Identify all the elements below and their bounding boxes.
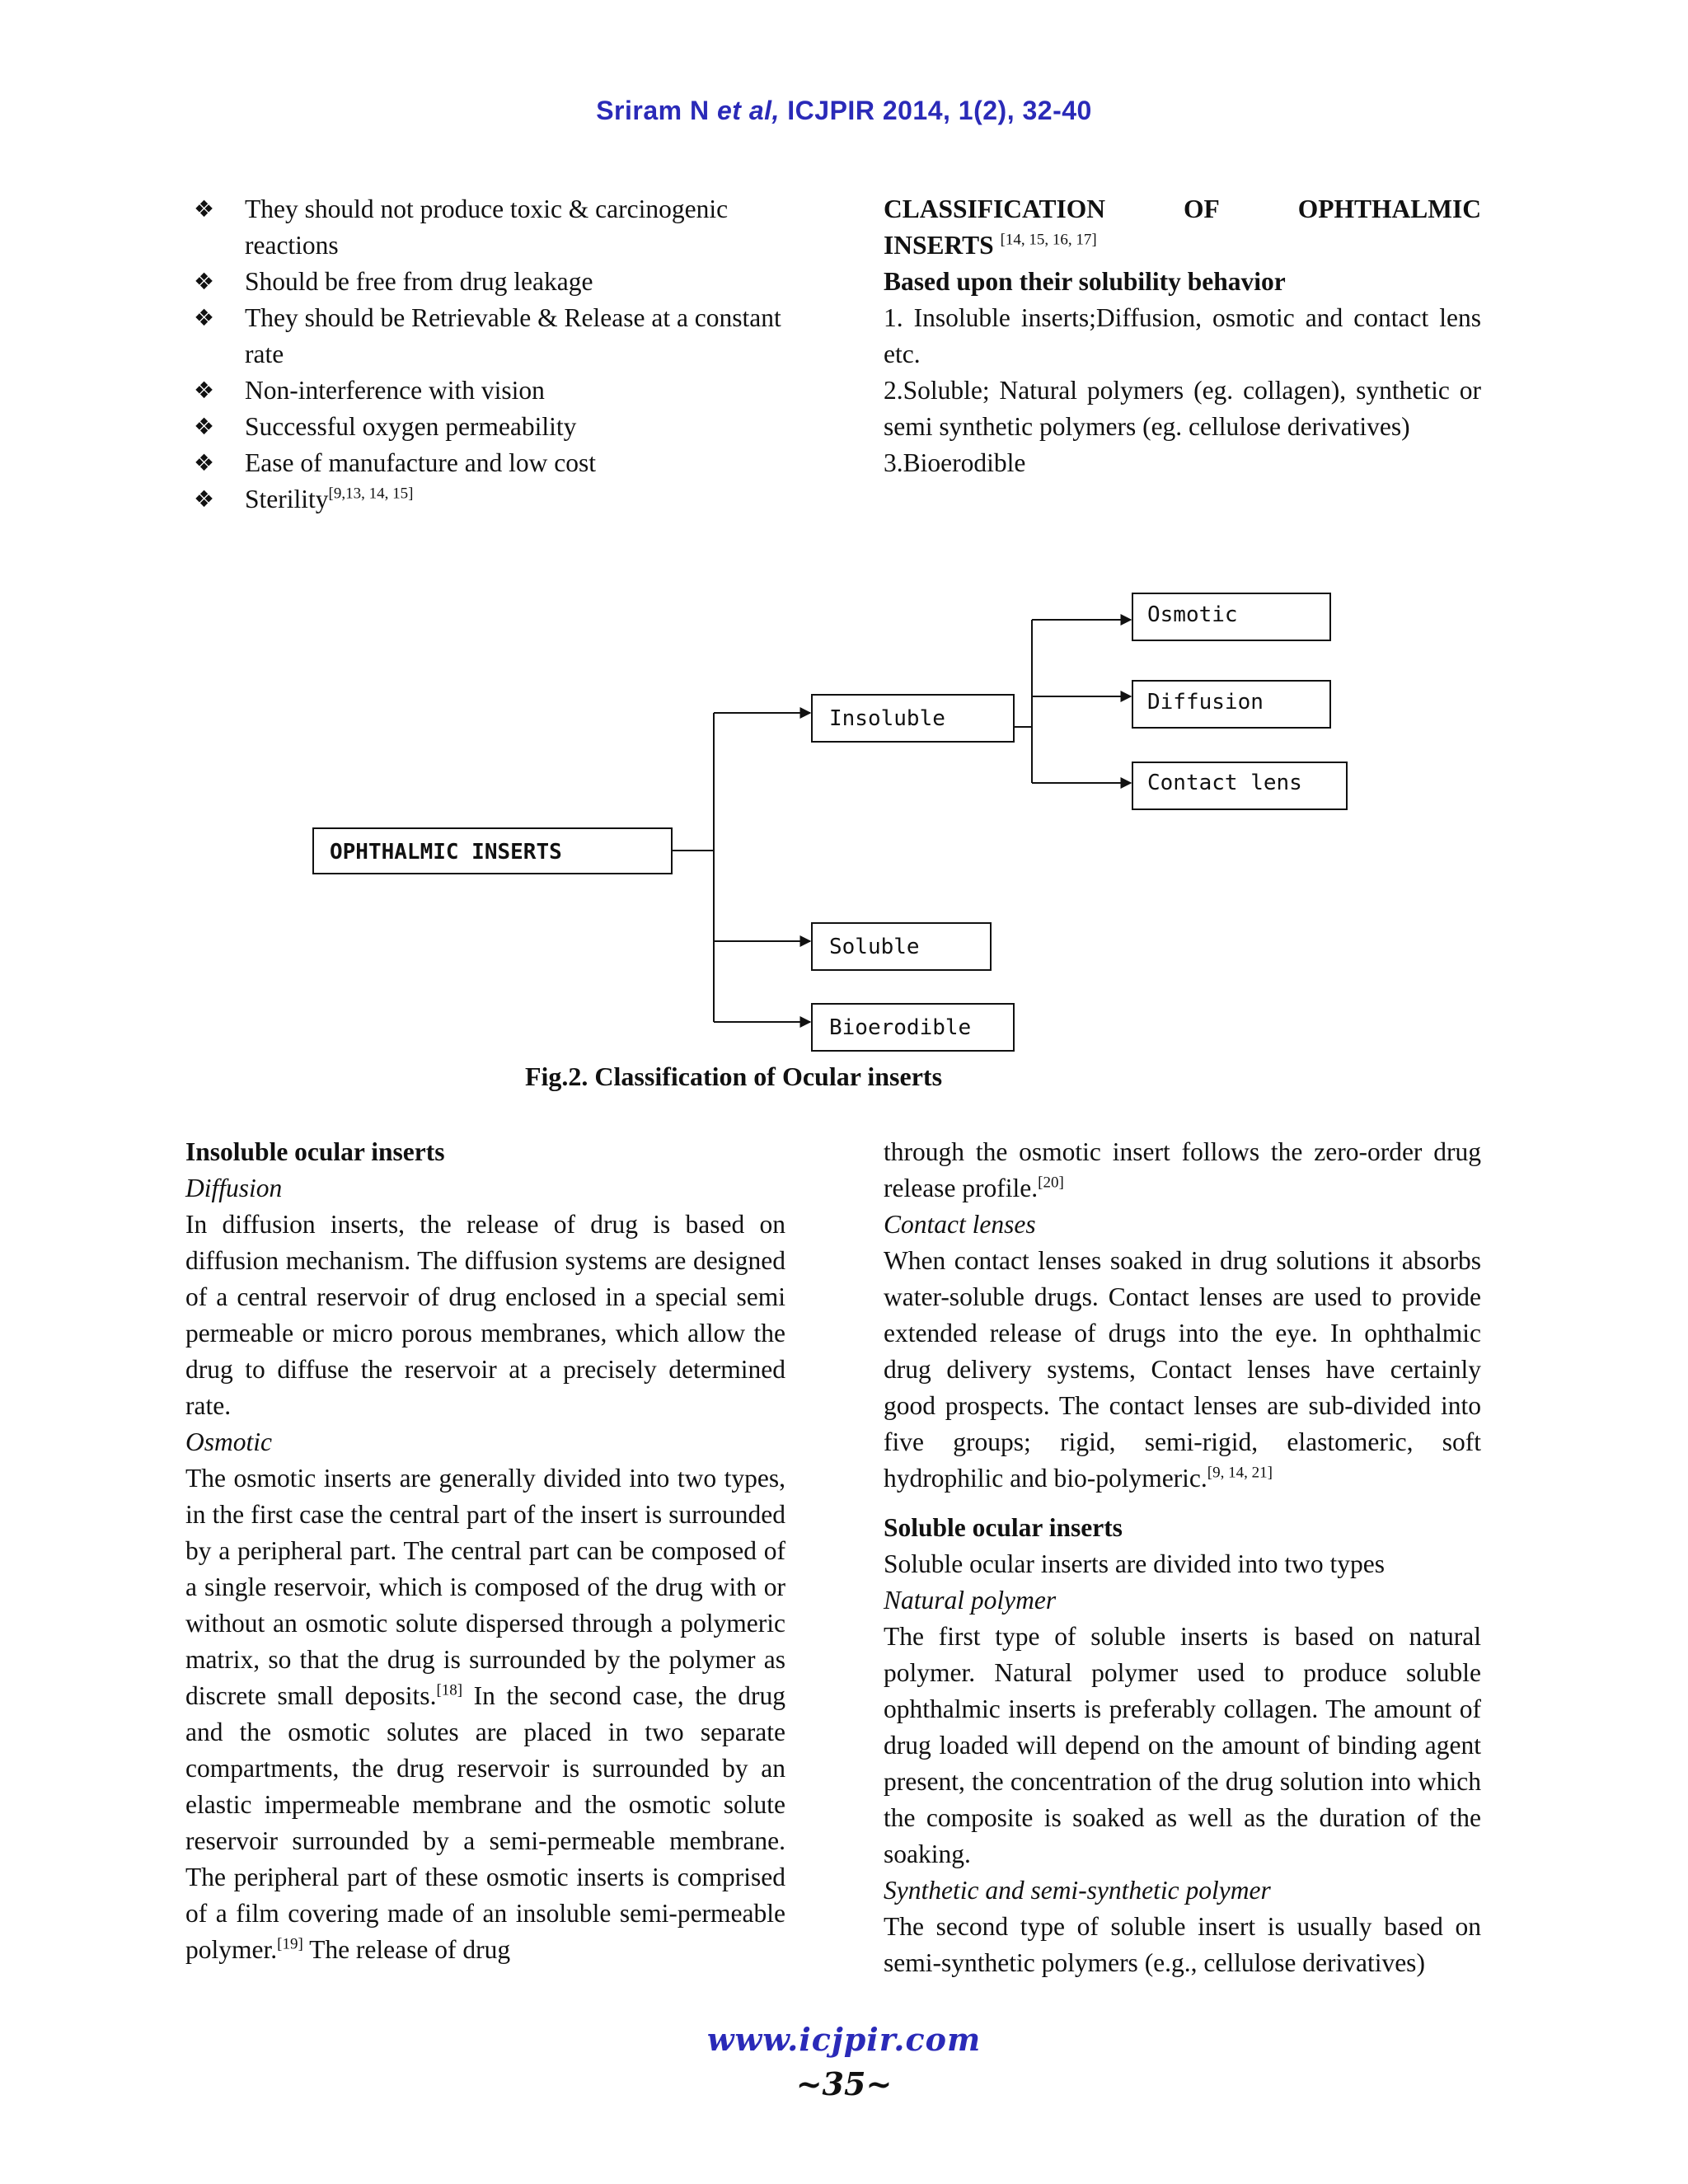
requirements-list (185, 191, 799, 518)
list-item (185, 373, 799, 409)
header-citation: ICJPIR 2014, 1(2), 32-40 (787, 96, 1092, 125)
diagram-label-root: OPHTHALMIC INSERTS (330, 840, 562, 865)
paragraph-soluble-intro: Soluble ocular inserts are divided into two types (884, 1549, 1386, 1578)
list-item-text: They should be Retrievable & Release at a constant rate (245, 303, 781, 368)
diagram-label-bioerodible: Bioerodible (829, 1015, 972, 1040)
subsection-title-contact-lenses: Contact lenses (884, 1210, 1036, 1239)
right-body-column (884, 1134, 1481, 1981)
left-body-column (185, 1134, 785, 1968)
list-item-text: Non-interference with vision (245, 376, 545, 405)
list-item-text: Should be free from drug leakage (245, 267, 593, 296)
diagram-label-contact-lens: Contact lens (1147, 771, 1302, 795)
subsection-title-osmotic: Osmotic (185, 1427, 272, 1456)
header-author: Sriram N (596, 96, 710, 125)
classification-item-3: 3.Bioerodible (884, 448, 1026, 477)
classification-item-1: 1. Insoluble inserts;Diffusion, osmotic and contact lens etc. (884, 303, 1481, 368)
list-item (185, 191, 799, 264)
section-heading-soluble: Soluble ocular inserts (884, 1513, 1123, 1542)
citation-ref: [9,13, 14, 15] (328, 485, 414, 503)
list-item (185, 264, 799, 300)
bullet-diamond-icon: ❖ (194, 449, 215, 476)
list-item (185, 481, 799, 518)
list-item-text: Sterility (245, 485, 329, 513)
section-heading-insoluble: Insoluble ocular inserts (185, 1137, 445, 1166)
list-item (185, 445, 799, 481)
classification-heading-line2: INSERTS [14, 15, 16, 17] (884, 231, 1097, 260)
footer-url: www.icjpir.com (706, 2021, 982, 2058)
paragraph-synthetic-polymer: The second type of soluble insert is usually based on semi-synthetic polymers (e.g., cellulose derivatives) (884, 1912, 1481, 1977)
paragraph-osmotic-continued: through the osmotic insert follows the zero-order drug release profile.[20] (884, 1137, 1481, 1202)
citation-ref: [14, 15, 16, 17] (1000, 231, 1097, 249)
paragraph-natural-polymer: The first type of soluble inserts is based on natural polymer. Natural polymer used to produce soluble ophthalmic inserts is preferably collagen. The amount of drug loaded will depend on the amount of binding agent present, the concentration of the drug solution into which the composite is soaked as well as the duration of the soaking. (884, 1622, 1481, 1868)
requirements-list-column (185, 191, 799, 518)
classification-column (884, 191, 1481, 481)
paragraph-osmotic: The osmotic inserts are generally divided into two types, in the first case the central part of the insert is surrounded by a peripheral part. The central part can be composed of a single reservoir, which is composed of the drug with or without an osmotic solute dispersed through a polymeric matrix, so that the drug is surrounded by the polymer as discrete small deposits.[18] In the second case, the drug and the osmotic solutes are placed in two separate compartments, the drug reservoir is surrounded by an elastic impermeable membrane and the osmotic solute reservoir surrounded by a semi-permeable membrane. The peripheral part of these osmotic inserts is comprised of a film covering made of an insoluble semi-permeable polymer.[19] The release of drug (185, 1464, 785, 1964)
classification-subheading: Based upon their solubility behavior (884, 267, 1286, 296)
classification-item-2: 2.Soluble; Natural polymers (eg. collagen), synthetic or semi synthetic polymers (eg. cellulose derivatives) (884, 376, 1481, 441)
paragraph-diffusion: In diffusion inserts, the release of drug is based on diffusion mechanism. The diffusion systems are designed of a central reservoir of drug enclosed in a special semi permeable or micro porous membranes, which allow the drug to diffuse the reservoir at a precisely determined rate. (185, 1210, 785, 1420)
classification-diagram (312, 577, 1383, 1063)
paragraph-contact-lenses: When contact lenses soaked in drug solutions it absorbs water-soluble drugs. Contact lenses are used to provide extended release of drugs into the eye. In ophthalmic drug delivery systems, Contact lenses have certainly good prospects. The contact lenses are sub-divided into five groups; rigid, semi-rigid, elastomeric, soft hydrophilic and bio-polymeric.[9, 14, 21] (884, 1246, 1481, 1493)
subsection-title-natural-polymer: Natural polymer (884, 1586, 1057, 1615)
bullet-diamond-icon: ❖ (194, 377, 215, 404)
diagram-label-osmotic: Osmotic (1147, 602, 1238, 627)
bullet-diamond-icon: ❖ (194, 485, 215, 513)
bullet-diamond-icon: ❖ (194, 195, 215, 223)
diagram-label-insoluble: Insoluble (829, 706, 945, 731)
list-item-text: They should not produce toxic & carcinogenic reactions (245, 194, 729, 260)
bullet-diamond-icon: ❖ (194, 268, 215, 295)
page-number: ~35~ (795, 2065, 893, 2102)
diagram-label-soluble: Soluble (829, 935, 920, 959)
subsection-title-diffusion: Diffusion (185, 1174, 283, 1202)
running-header (0, 96, 1688, 126)
diagram-label-diffusion: Diffusion (1147, 690, 1264, 715)
header-etal: et al, (716, 96, 780, 125)
subsection-title-synthetic-polymer: Synthetic and semi-synthetic polymer (884, 1876, 1271, 1905)
list-item-text: Ease of manufacture and low cost (245, 448, 596, 477)
list-item (185, 409, 799, 445)
classification-heading: CLASSIFICATION OF OPHTHALMIC (884, 194, 1481, 223)
list-item-text: Successful oxygen permeability (245, 412, 577, 441)
bullet-diamond-icon: ❖ (194, 413, 215, 440)
citation-ref: [9, 14, 21] (1207, 1464, 1273, 1482)
list-item (185, 300, 799, 373)
figure-caption: Fig.2. Classification of Ocular inserts (524, 1062, 943, 1091)
citation-ref: [18] (436, 1681, 463, 1699)
citation-ref: [19] (277, 1935, 303, 1953)
citation-ref: [20] (1038, 1174, 1064, 1192)
bullet-diamond-icon: ❖ (194, 304, 215, 331)
